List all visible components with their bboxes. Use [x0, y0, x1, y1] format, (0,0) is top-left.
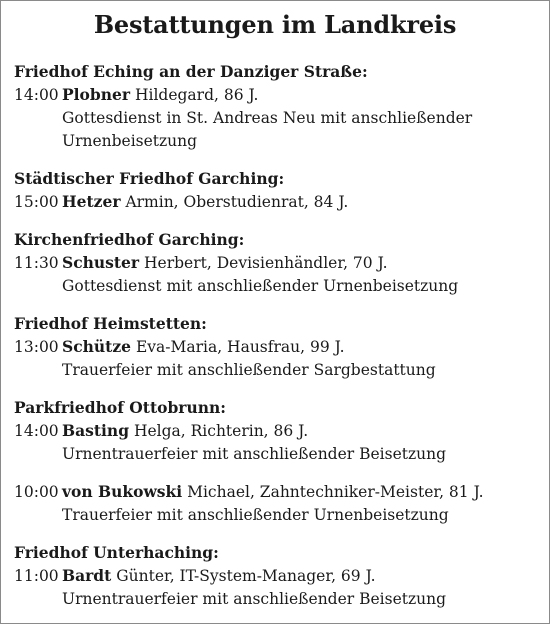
burial-listing [14, 60, 544, 625]
burial-entry [14, 251, 544, 298]
entry-time: 13:00 [14, 338, 59, 356]
cemetery-section [14, 228, 544, 298]
entry-time: 14:00 [14, 422, 59, 440]
ceremony-detail: Urnentrauerfeier mit anschließender Beisetzung [62, 445, 447, 463]
ceremony-detail: Urnentrauerfeier mit anschließender Beisetzung [62, 590, 447, 608]
deceased-details: Michael, Zahntechniker-Meister, 81 J. [187, 483, 484, 501]
ceremony-detail: Urnenbeisetzung [62, 132, 198, 150]
deceased-details: Helga, Richterin, 86 J. [133, 422, 309, 440]
entry-header-line [14, 480, 544, 504]
cemetery-name: Friedhof Unterhaching: [14, 543, 219, 562]
cemetery-name: Parkfriedhof Ottobrunn: [14, 398, 226, 417]
entry-header-line [14, 251, 544, 275]
entry-time: 10:00 [14, 483, 59, 501]
cemetery-section [14, 541, 544, 611]
entry-header-line [14, 83, 544, 107]
deceased-surname: Basting [62, 421, 130, 440]
page-title: Bestattungen im Landkreis [93, 10, 457, 39]
ceremony-detail: Trauerfeier mit anschließender Sargbestattung [62, 361, 436, 379]
entry-time: 11:30 [14, 254, 59, 272]
cemetery-name: Friedhof Eching an der Danziger Straße: [14, 62, 368, 81]
cemetery-section [14, 167, 544, 214]
deceased-details: Hildegard, 86 J. [134, 86, 259, 104]
cemetery-section [14, 312, 544, 382]
ceremony-detail: Trauerfeier mit anschließender Urnenbeisetzung [62, 506, 449, 524]
deceased-details: Günter, IT-System-Manager, 69 J. [116, 567, 376, 585]
deceased-details: Eva-Maria, Hausfrau, 99 J. [135, 338, 345, 356]
entry-header-line [14, 564, 544, 588]
cemetery-section [14, 60, 544, 153]
entry-time: 15:00 [14, 193, 59, 211]
burial-entry [14, 564, 544, 611]
deceased-surname: Hetzer [62, 192, 121, 211]
deceased-surname: von Bukowski [62, 482, 183, 501]
burial-entry [14, 83, 544, 153]
deceased-surname: Plobner [62, 85, 131, 104]
entry-header-line [14, 335, 544, 359]
deceased-surname: Schütze [62, 337, 131, 356]
deceased-details: Herbert, Devisienhändler, 70 J. [144, 254, 388, 272]
entry-header-line [14, 419, 544, 443]
cemetery-name: Friedhof Heimstetten: [14, 314, 207, 333]
burial-entry [14, 480, 544, 527]
entry-time: 14:00 [14, 86, 59, 104]
entry-header-line [14, 190, 544, 214]
deceased-surname: Bardt [62, 566, 112, 585]
ceremony-detail: Gottesdienst in St. Andreas Neu mit anschließender [62, 109, 473, 127]
cemetery-name: Städtischer Friedhof Garching: [14, 169, 285, 188]
entry-time: 11:00 [14, 567, 59, 585]
burial-entry [14, 335, 544, 382]
ceremony-detail: Gottesdienst mit anschließender Urnenbeisetzung [62, 277, 459, 295]
cemetery-section [14, 396, 544, 527]
deceased-surname: Schuster [62, 253, 140, 272]
deceased-details: Armin, Oberstudienrat, 84 J. [125, 193, 349, 211]
burial-entry [14, 190, 544, 214]
burial-entry [14, 419, 544, 466]
cemetery-name: Kirchenfriedhof Garching: [14, 230, 245, 249]
